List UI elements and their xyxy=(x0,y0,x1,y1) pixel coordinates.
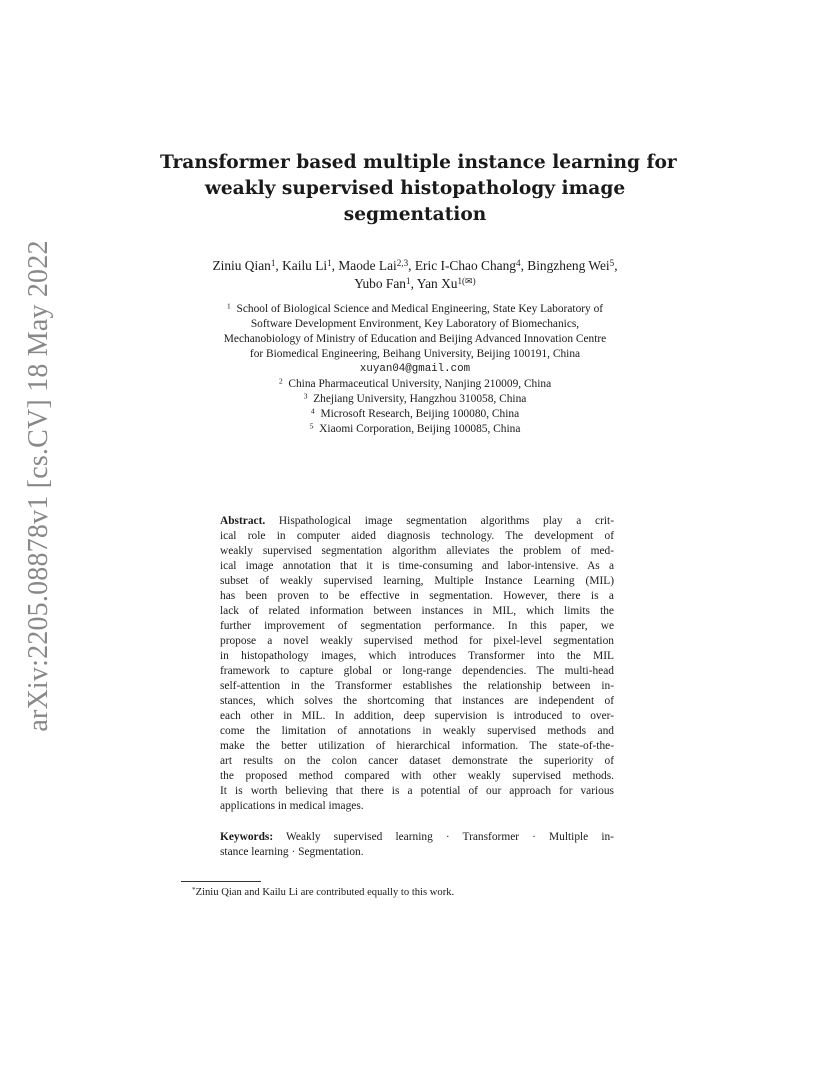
title-line: weakly supervised histopathology image xyxy=(204,178,626,199)
abstract-line: art results on the colon cancer dataset demonstrate the superiority of xyxy=(220,755,614,767)
author-name: Yan Xu xyxy=(416,276,458,291)
abstract-line: in histopathology images, which introduces Transformer into the MIL xyxy=(220,650,614,662)
affiliation-line: $^5$ Xiaomi Corporation, Beijing 100085, China xyxy=(309,421,521,435)
abstract-line: lack of related information between instances in MIL, which limits the xyxy=(220,605,614,617)
abstract-line: stances, which solves the shortcoming that instances are independent of xyxy=(220,695,614,707)
paper-title xyxy=(160,150,677,228)
abstract-line: applications in medical images. xyxy=(220,800,364,812)
author-affil-sup: 2,3 xyxy=(396,257,409,268)
abstract-line: come the limitation of annotations in weakly supervised methods and xyxy=(220,725,614,737)
affiliation-line: $^4$ Microsoft Research, Beijing 100080, China xyxy=(310,406,520,420)
author-affil-sup: 4 xyxy=(516,257,521,268)
abstract-line: Abstract. Hispathological image segmentation algorithms play a crit- xyxy=(220,515,614,527)
abstract-line: propose a novel weakly supervised method for pixel-level segmentation xyxy=(220,635,614,647)
author-line: Ziniu Qian$^1$, Kailu Li$^1$, Maode Lai$^{2,3}$, Eric I-Chao Chang$^4$, Bingzheng Wei$^5$, xyxy=(212,257,618,273)
abstract-line: make the better utilization of hierarchical information. The state-of-the- xyxy=(220,740,614,752)
affiliation-list xyxy=(150,302,680,437)
affiliation-line: Software Development Environment, Key Laboratory of Biomechanics, xyxy=(250,318,580,330)
author-affil-sup: 1 xyxy=(327,257,332,268)
keywords-label: Keywords: xyxy=(220,831,274,843)
abstract-line: It is worth believing that there is a potential of our approach for various xyxy=(220,785,614,797)
author-line: Yubo Fan$^1$, Yan $Xu^{1(✉)}$ xyxy=(354,275,476,291)
affiliation-line: $^2$ China Pharmaceutical University, Nanjing 210009, China xyxy=(278,376,552,390)
abstract-line: has been proven to be effective in segmentation. However, there is a xyxy=(220,590,614,602)
footnote-marker: * xyxy=(192,885,196,894)
abstract xyxy=(220,514,614,814)
footnote xyxy=(192,886,632,900)
abstract-line: ical image annotation that it is time-consuming and labor-intensive. As a xyxy=(220,560,614,572)
author-affil-sup: 1 xyxy=(406,275,411,286)
arxiv-sidebar-stamp xyxy=(18,240,60,732)
author-name: Maode Lai xyxy=(338,258,397,273)
keywords-line: Keywords: Weakly supervised learning · Transformer · Multiple in- xyxy=(220,831,614,843)
contact-email[interactable]: xuyan04@gmail.com xyxy=(359,363,471,375)
abstract-line: each other in MIL. In addition, deep supervision is introduced to over- xyxy=(220,710,614,722)
abstract-line: the proposed method compared with other weakly supervised methods. xyxy=(220,770,614,782)
footnote-text: Ziniu Qian and Kailu Li are contributed equally to this work. xyxy=(195,887,455,898)
author-affil-sup: 5 xyxy=(609,257,615,268)
author-affil-sup: 1 xyxy=(270,257,276,268)
abstract-line: framework to capture global or long-range dependencies. The multi-head xyxy=(220,665,614,677)
author-name: Eric I-Chao Chang xyxy=(414,258,516,273)
author-list xyxy=(150,257,680,293)
title-line: segmentation xyxy=(343,204,487,225)
abstract-line: further improvement of segmentation performance. In this paper, we xyxy=(220,620,614,632)
keywords-line: stance learning · Segmentation. xyxy=(220,846,364,858)
abstract-line: ical role in computer aided diagnosis technology. The development of xyxy=(220,530,614,542)
affiliation-line: for Biomedical Engineering, Beihang University, Beijing 100191, China xyxy=(249,348,581,360)
affiliation-line: $^1$ School of Biological Science and Medical Engineering, State Key Laboratory of xyxy=(226,301,604,315)
abstract-line: subset of weakly supervised learning, Multiple Instance Learning (MIL) xyxy=(220,575,614,587)
arxiv-identifier: arXiv:2205.08878v1 [cs.CV] 18 May 2022 xyxy=(23,240,54,732)
affiliation-line: $^3$ Zhejiang University, Hangzhou 310058, China xyxy=(303,391,527,405)
footnote-rule xyxy=(181,881,261,882)
author-name: Kailu Li xyxy=(282,258,328,273)
corresponding-author-sup: 1(✉) xyxy=(457,275,476,286)
author-name: Yubo Fan xyxy=(354,276,406,291)
abstract-line: weakly supervised segmentation algorithm alleviates the problem of med- xyxy=(220,545,614,557)
abstract-label: Abstract. xyxy=(220,515,266,527)
affiliation-line: Mechanobiology of Ministry of Education and Beijing Advanced Innovation Centre xyxy=(223,333,607,345)
abstract-line: self-attention in the Transformer establishes the relationship between in- xyxy=(220,680,614,692)
author-name: Bingzheng Wei xyxy=(527,258,610,273)
author-name: Ziniu Qian xyxy=(212,258,271,273)
title-line: Transformer based multiple instance learning for xyxy=(160,152,677,173)
keywords xyxy=(220,830,614,860)
affil-sup: 1 xyxy=(226,301,231,311)
